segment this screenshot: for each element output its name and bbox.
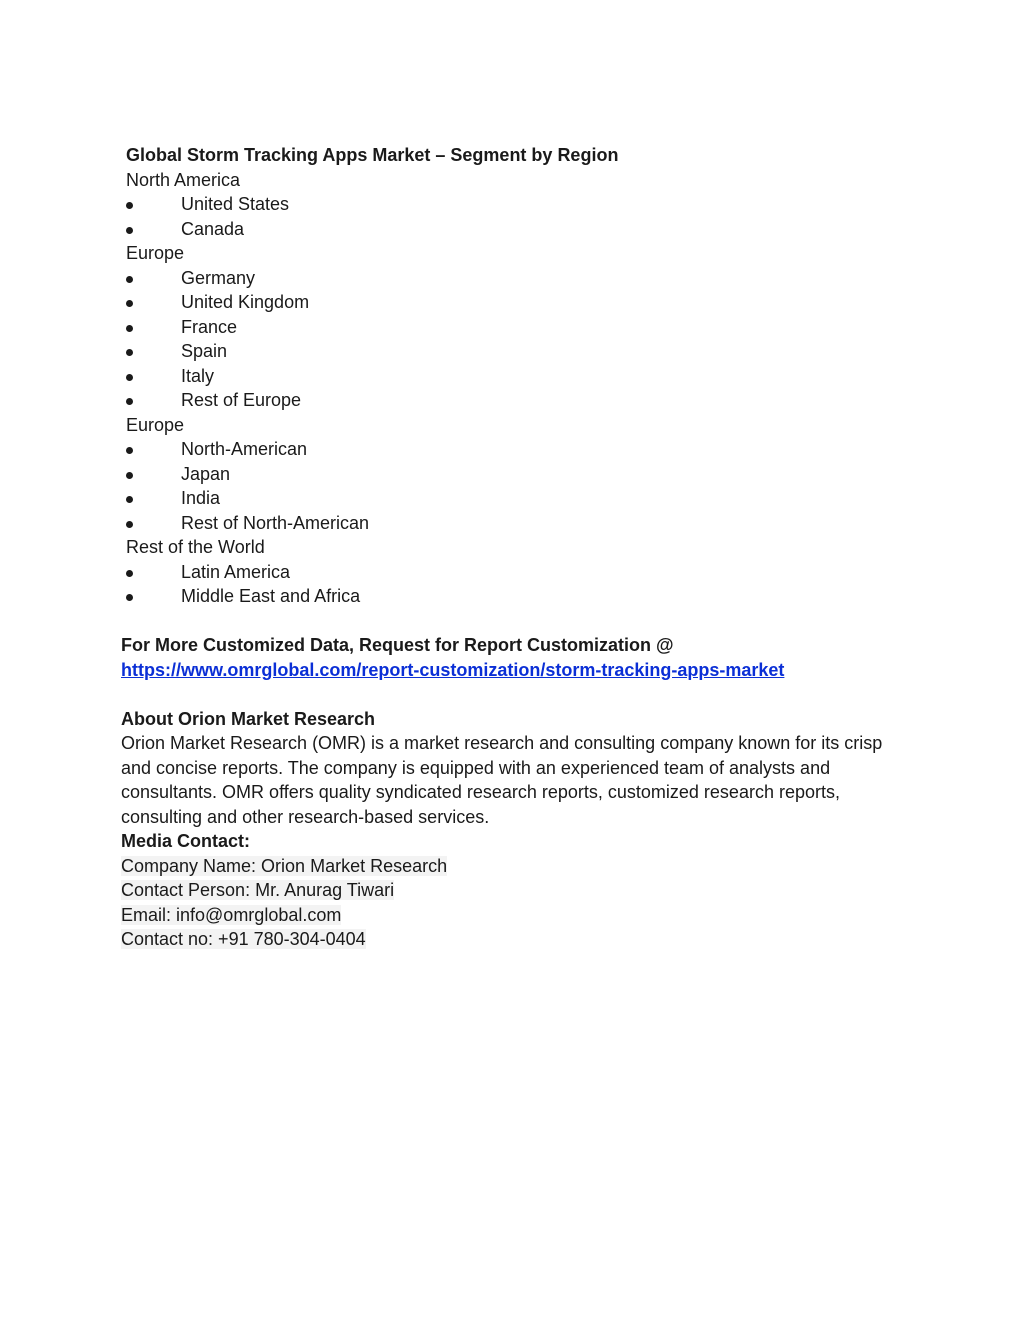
- list-item: Germany: [181, 268, 256, 288]
- media-contact-heading: Media Contact:: [121, 831, 251, 851]
- bullet-icon: [126, 472, 133, 479]
- bullet-icon: [126, 227, 133, 234]
- list-item: Italy: [181, 366, 215, 386]
- list-item: Rest of Europe: [181, 390, 302, 410]
- bullet-icon: [126, 496, 133, 503]
- list-item: United States: [181, 194, 290, 214]
- about-text-line: and concise reports. The company is equipped with an experienced team of analysts and: [121, 758, 831, 778]
- bullet-icon: [126, 374, 133, 381]
- list-item: Latin America: [181, 562, 291, 582]
- about-text-line: consulting and other research-based services.: [121, 807, 490, 827]
- contact-company: Company Name: Orion Market Research: [121, 856, 448, 876]
- list-item: Spain: [181, 341, 228, 361]
- customization-heading: For More Customized Data, Request for Report Customization @: [121, 635, 674, 655]
- list-item: Rest of North-American: [181, 513, 370, 533]
- list-item: France: [181, 317, 238, 337]
- region-section-title: Global Storm Tracking Apps Market – Segment by Region: [126, 145, 619, 165]
- contact-person: Contact Person: Mr. Anurag Tiwari: [121, 880, 395, 900]
- bullet-icon: [126, 300, 133, 307]
- bullet-icon: [126, 349, 133, 356]
- about-text-line: Orion Market Research (OMR) is a market research and consulting company known for its crisp: [121, 733, 883, 753]
- list-item: North-American: [181, 439, 308, 459]
- bullet-icon: [126, 447, 133, 454]
- region-group-label: North America: [126, 170, 241, 190]
- about-text-line: consultants. OMR offers quality syndicated research reports, customized research reports,: [121, 782, 840, 802]
- bullet-icon: [126, 594, 133, 601]
- list-item: India: [181, 488, 221, 508]
- contact-email: Email: info@omrglobal.com: [121, 905, 342, 925]
- about-heading: About Orion Market Research: [121, 709, 376, 729]
- region-group-label: Europe: [126, 415, 185, 435]
- contact-phone: Contact no: +91 780-304-0404: [121, 929, 366, 949]
- bullet-icon: [126, 276, 133, 283]
- customization-link[interactable]: https://www.omrglobal.com/report-customization/storm-tracking-apps-market: [121, 660, 785, 680]
- list-item: Canada: [181, 219, 245, 239]
- bullet-icon: [126, 325, 133, 332]
- region-group-label: Rest of the World: [126, 537, 265, 557]
- region-group-label: Europe: [126, 243, 185, 263]
- bullet-icon: [126, 398, 133, 405]
- bullet-icon: [126, 570, 133, 577]
- bullet-icon: [126, 521, 133, 528]
- list-item: Middle East and Africa: [181, 586, 361, 606]
- bullet-icon: [126, 202, 133, 209]
- list-item: Japan: [181, 464, 231, 484]
- list-item: United Kingdom: [181, 292, 310, 312]
